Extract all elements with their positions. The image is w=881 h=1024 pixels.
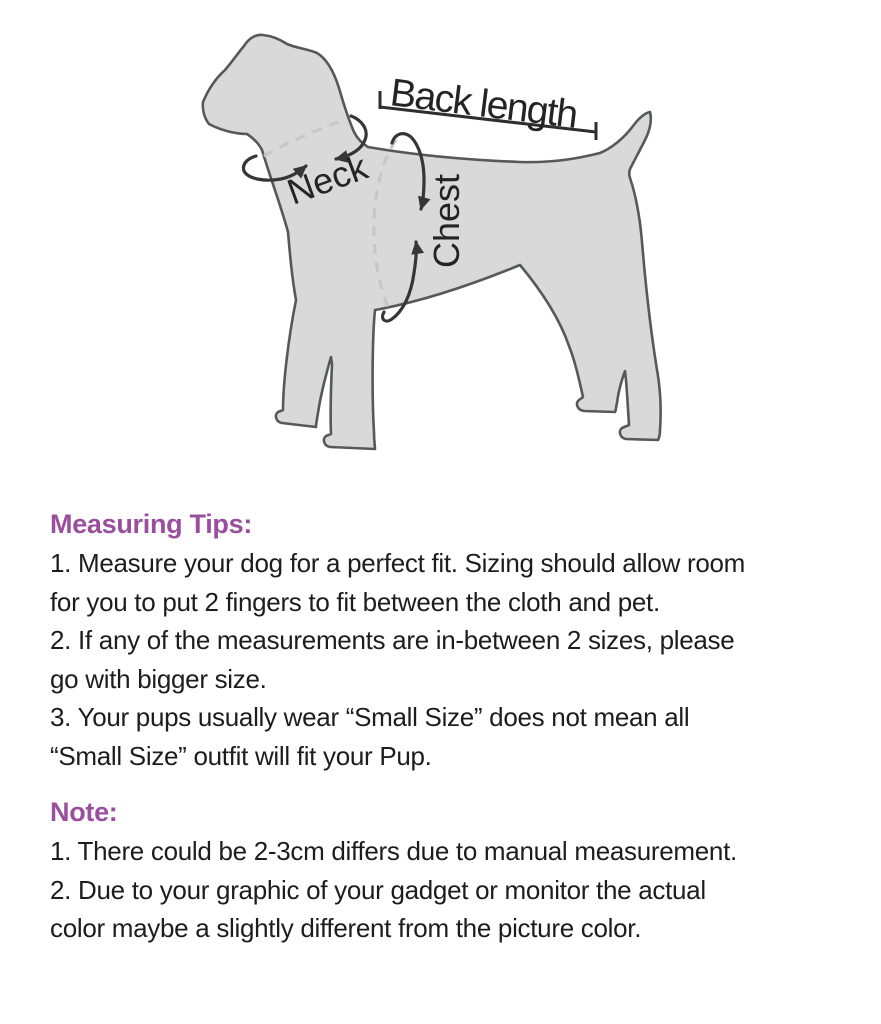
tip-line-3: 2. If any of the measurements are in-between 2 sizes, please [50, 625, 735, 655]
tip-line-1: 1. Measure your dog for a perfect fit. Sizing should allow room [50, 548, 746, 578]
chest-label: Chest [426, 173, 467, 268]
neck-label: Neck [281, 145, 373, 213]
note-line-3: color maybe a slightly different from the picture color. [50, 913, 642, 943]
tip-line-4: go with bigger size. [50, 663, 267, 694]
instructions-text-block [50, 505, 860, 948]
tip-line-2: for you to put 2 fingers to fit between the cloth and pet. [50, 586, 660, 617]
measuring-tips-heading: Measuring Tips: [50, 509, 253, 539]
note-line-1: 1. There could be 2-3cm differs due to manual measurement. [50, 836, 737, 866]
note-heading: Note: [50, 797, 118, 827]
dog-measurement-diagram [0, 0, 881, 500]
note-line-2: 2. Due to your graphic of your gadget or monitor the actual [50, 874, 706, 905]
tip-line-5: 3. Your pups usually wear “Small Size” does not mean all [50, 702, 690, 732]
back-length-label: Back length [387, 71, 580, 137]
tip-line-6: “Small Size” outfit will fit your Pup. [50, 740, 432, 771]
